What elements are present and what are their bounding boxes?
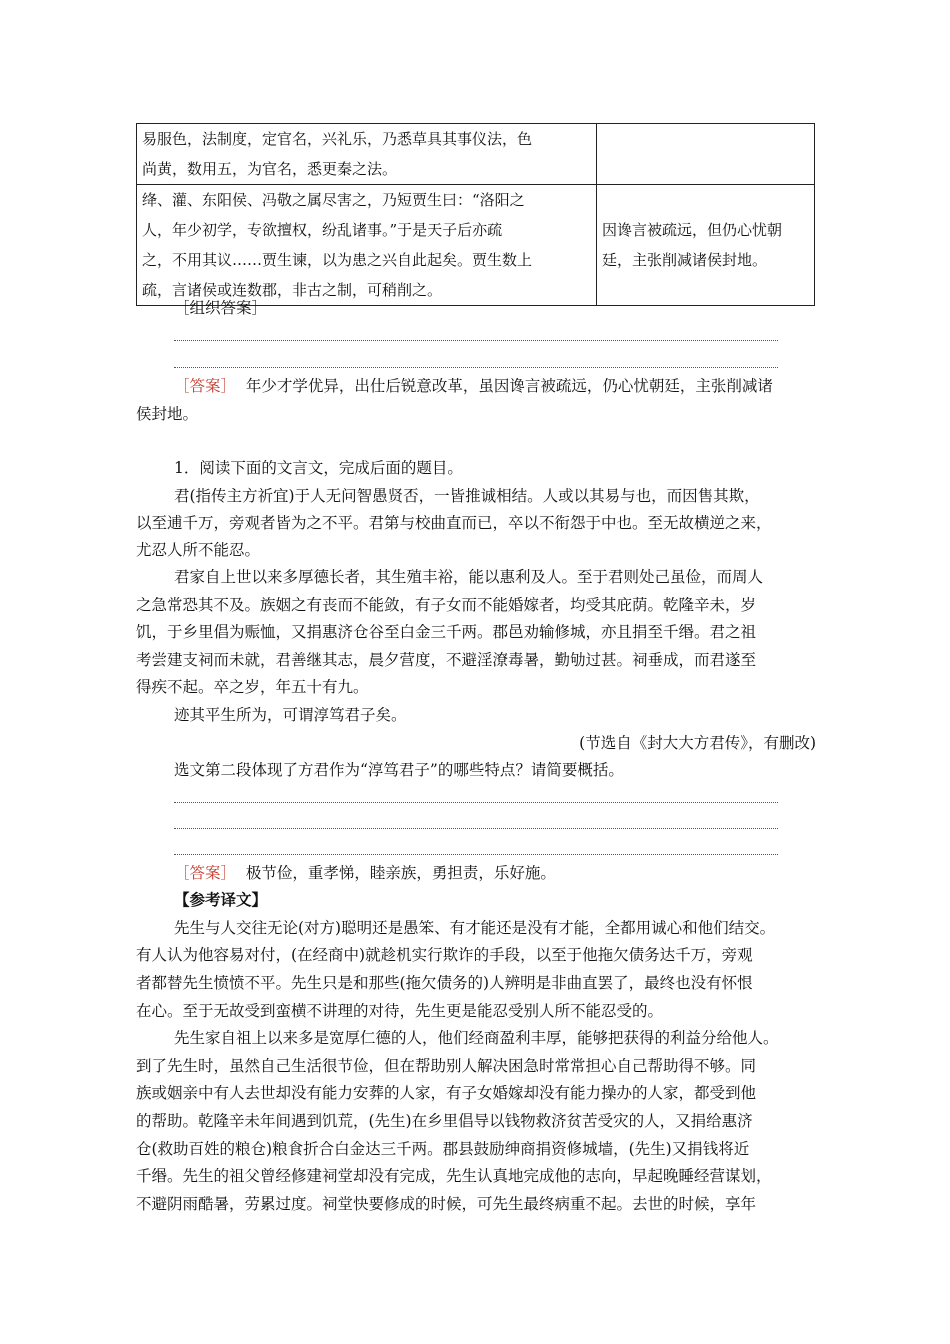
cell-line: 因谗言被疏远，但仍心忧朝 xyxy=(602,221,783,239)
comparison-table xyxy=(136,123,815,306)
passage-line: 君家自上世以来多厚德长者，其生殖丰裕，能以惠利及人。至于君则处己虽俭，而周人 xyxy=(174,568,764,586)
cell-line: 之，不用其议……贾生谏，以为患之兴自此起矣。贾生数上 xyxy=(142,251,533,269)
passage-line: 得疾不起。卒之岁，年五十有九。 xyxy=(136,678,369,696)
answer-blank-line xyxy=(174,828,778,829)
passage-line: 以至逋千万，旁观者皆为之不平。君第与校曲直而已，卒以不衔怨于中也。至无故横逆之来， xyxy=(136,514,772,532)
cell-line: 人，年少初学，专欲擅权，纷乱诸事。”于是天子后亦疏 xyxy=(142,221,503,239)
answer-line xyxy=(174,861,814,885)
question-prompt: 选文第二段体现了方君作为“淳笃君子”的哪些特点？请简要概括。 xyxy=(174,761,624,779)
translation-line: 有人认为他容易对付，(在经商中)就趁机实行欺诈的手段，以至于他拖欠债务达千万，旁观 xyxy=(136,946,753,964)
passage-line: 迹其平生所为，可谓淳笃君子矣。 xyxy=(174,706,407,724)
translation-line: 先生与人交往无论(对方)聪明还是愚笨、有才能还是没有才能，全都用诚心和他们结交。 xyxy=(174,919,776,937)
answer-blank-line xyxy=(174,854,778,855)
passage-line: 考尝建支祠而未就，君善继其志，晨夕营度，不避淫潦毒暑，勤劬过甚。祠垂成，而君遂至 xyxy=(136,651,757,669)
translation-line: 千缗。先生的祖父曾经修建祠堂却没有完成，先生认真地完成他的志向，早起晚睡经营谋划， xyxy=(136,1167,772,1185)
cell-line: 易服色，法制度，定官名，兴礼乐，乃悉草具其事仪法，色 xyxy=(142,130,533,148)
passage-line: 之急常恐其不及。族姻之有丧而不能敛，有子女而不能婚嫁者，均受其庇荫。乾隆辛未，岁 xyxy=(136,596,757,614)
answer-blank-line xyxy=(174,367,778,368)
answer-line xyxy=(174,374,814,398)
table-cell-summary xyxy=(597,185,815,306)
cell-line: 尚黄，数用五，为官名，悉更秦之法。 xyxy=(142,160,398,178)
table-row xyxy=(137,124,815,185)
translation-line: 族或姻亲中有人去世却没有能力安葬的人家，有子女婚嫁却没有能力操办的人家，都受到他 xyxy=(136,1084,757,1102)
cell-line: 廷，主张削减诸侯封地。 xyxy=(602,251,768,269)
translation-line: 者都替先生愤愤不平。先生只是和那些(拖欠债务的)人辨明是非曲直罢了，最终也没有怀恨 xyxy=(136,974,753,992)
passage-line: 君(指传主方祈宜)于人无问智愚贤否，一皆推诚相结。人或以其易与也，而因售其欺， xyxy=(174,487,760,505)
table-cell-empty xyxy=(597,124,815,185)
table-cell-text xyxy=(137,124,597,185)
organize-answer-label: ［组织答案］ xyxy=(174,299,268,317)
answer-blank-line xyxy=(174,340,778,341)
translation-heading-text: 【参考译文】 xyxy=(174,890,268,909)
answer-tag: ［答案］ xyxy=(174,864,237,882)
translation-line: 到了先生时，虽然自己生活很节俭，但在帮助别人解决困急时常常担心自己帮助得不够。同 xyxy=(136,1057,757,1075)
translation-line: 在心。至于无故受到蛮横不讲理的对待，先生更是能忍受别人所不能忍受的。 xyxy=(136,1002,664,1020)
answer-tag: ［答案］ xyxy=(174,377,237,395)
translation-line: 先生家自祖上以来多是宽厚仁德的人，他们经商盈利丰厚，能够把获得的利益分给他人。 xyxy=(174,1029,779,1047)
translation-line: 不避阴雨酷暑，劳累过度。祠堂快要修成的时候，可先生最终病重不起。去世的时候，享年 xyxy=(136,1195,757,1213)
answer-line: 侯封地。 xyxy=(136,405,199,423)
table-row xyxy=(137,185,815,306)
table-cell-text xyxy=(137,185,597,306)
cell-line: 疏，言诸侯或连数郡，非古之制，可稍削之。 xyxy=(142,281,443,299)
cell-line: 绛、灌、东阳侯、冯敬之属尽害之，乃短贾生曰：“洛阳之 xyxy=(142,191,525,209)
translation-line: 仓(救助百姓的粮仓)粮食折合白金达三千两。郡县鼓励绅商捐资修城墙，(先生)又捐钱将近 xyxy=(136,1140,750,1158)
answer-blank-line xyxy=(174,802,778,803)
translation-line: 的帮助。乾隆辛未年间遇到饥荒，(先生)在乡里倡导以钱物救济贫苦受灾的人，又捐给惠济 xyxy=(136,1112,753,1130)
passage-line: 饥，于乡里倡为赈恤，又捐惠济仓谷至白金三千两。郡邑劝输修城，亦且捐至千缗。君之祖 xyxy=(136,623,757,641)
translation-heading xyxy=(174,888,814,912)
passage-line: 尤忍人所不能忍。 xyxy=(136,541,261,559)
answer-text: 极节俭，重孝悌，睦亲族，勇担责，乐好施。 xyxy=(245,864,556,882)
answer-text: 年少才学优异，出仕后锐意改革，虽因谗言被疏远，仍心忧朝廷，主张削减诸 xyxy=(245,377,773,395)
question-intro: 1．阅读下面的文言文，完成后面的题目。 xyxy=(174,459,463,477)
passage-source: (节选自《封大大方君传》，有删改) xyxy=(579,734,816,752)
